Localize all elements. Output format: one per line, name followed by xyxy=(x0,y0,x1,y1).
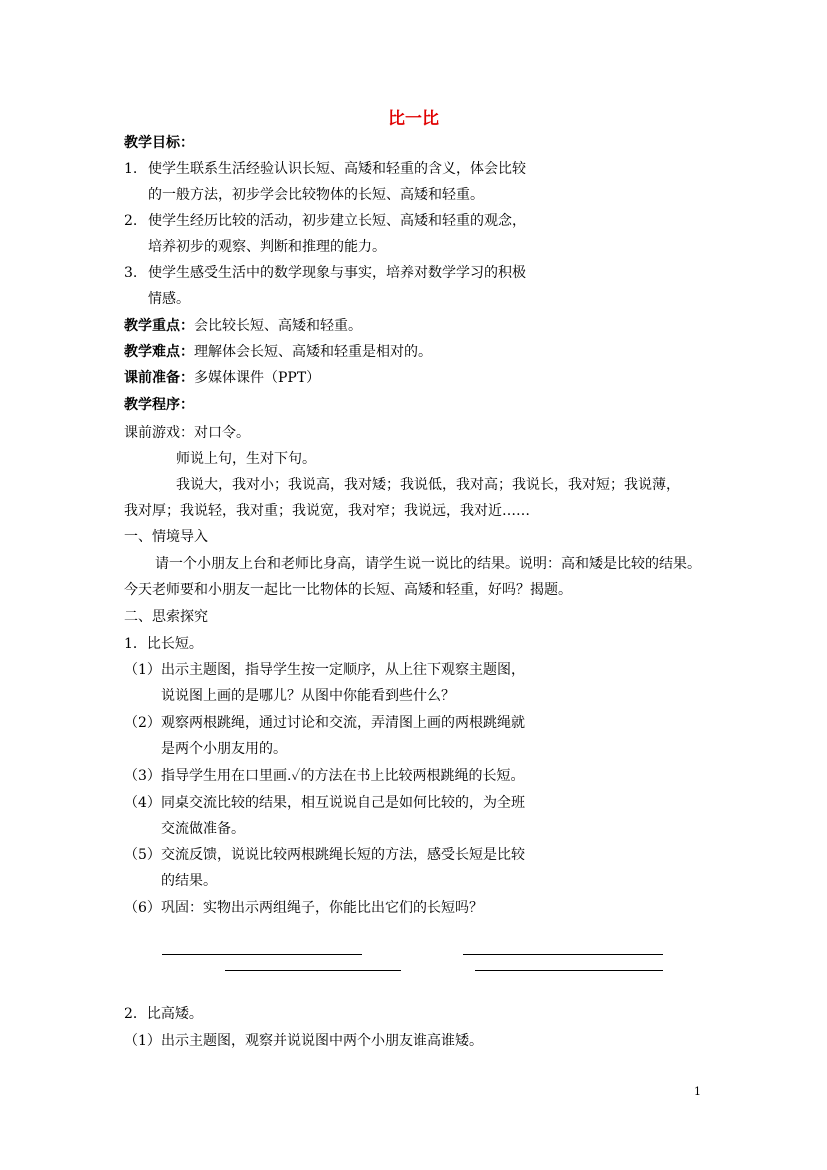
key-point-row xyxy=(124,317,362,335)
key-point-label: 教学重点： xyxy=(124,318,194,334)
rope-line-group1-bottom xyxy=(225,970,401,971)
step-text: 同桌交流比较的结果，相互说说自己是如何比较的，为全班 xyxy=(161,795,525,811)
preparation-label: 课前准备： xyxy=(124,370,194,386)
objective-text: 使学生联系生活经验认识长短、高矮和轻重的含义，体会比较 xyxy=(148,161,526,177)
section2-heading: 二、思索探究 xyxy=(124,609,208,625)
key-point-text: 会比较长短、高矮和轻重。 xyxy=(194,318,362,334)
section1-heading: 一、情境导入 xyxy=(124,529,208,545)
step-number: （5） xyxy=(124,847,161,863)
objective-text-cont: 情感。 xyxy=(148,291,190,307)
preparation-row xyxy=(124,369,320,387)
step-text: 指导学生用在口里画.✓的方法在书上比较两根跳绳的长短。 xyxy=(161,768,525,784)
rope-line-group2-top xyxy=(463,954,663,955)
step-text-cont: 是两个小朋友用的。 xyxy=(161,741,287,757)
objective-text-cont: 培养初步的观察、判断和推理的能力。 xyxy=(148,239,386,255)
step-text: 出示主题图，观察并说说图中两个小朋友谁高谁矮。 xyxy=(161,1033,483,1049)
step-number: （1） xyxy=(124,662,161,678)
objective-text: 使学生经历比较的活动，初步建立长短、高矮和轻重的观念， xyxy=(148,213,526,229)
document-title: 比一比 xyxy=(388,109,439,129)
step-text: 巩固：实物出示两组绳子，你能比出它们的长短吗？ xyxy=(161,900,483,916)
difficulty-label: 教学难点： xyxy=(124,344,194,360)
step-text-cont: 说说图上画的是哪儿？从图中你能看到些什么？ xyxy=(161,688,455,704)
rope-line-group2-bottom xyxy=(475,970,663,971)
step-number: （1） xyxy=(124,1033,161,1049)
step-number: （2） xyxy=(124,715,161,731)
preparation-text: 多媒体课件（PPT） xyxy=(194,370,321,386)
game-intro: 课前游戏：对口令。 xyxy=(124,425,250,441)
step-text-cont: 交流做准备。 xyxy=(161,821,245,837)
objective-text: 使学生感受生活中的数学现象与事实，培养对数学学习的积极 xyxy=(148,265,526,281)
section1-paragraph: 请一个小朋友上台和老师比身高，请学生说一说比的结果。说明：高和矮是比较的结果。 xyxy=(155,556,701,572)
objective-number: 2. xyxy=(124,213,138,229)
objective-number: 3. xyxy=(124,265,138,281)
game-rule: 师说上句，生对下句。 xyxy=(176,451,316,467)
step-number: （6） xyxy=(124,900,161,916)
difficulty-text: 理解体会长短、高矮和轻重是相对的。 xyxy=(194,344,432,360)
page-number: 1 xyxy=(694,1085,701,1098)
objectives-heading: 教学目标： xyxy=(124,135,194,151)
sub2-heading: 2．比高矮。 xyxy=(124,1006,203,1022)
step-number: （3） xyxy=(124,768,161,784)
step-number: （4） xyxy=(124,795,161,811)
rope-line-group1-top xyxy=(162,954,362,955)
step-text: 交流反馈，说说比较两根跳绳长短的方法，感受长短是比较 xyxy=(161,847,525,863)
procedure-heading: 教学程序： xyxy=(124,397,194,413)
objective-text-cont: 的一般方法，初步学会比较物体的长短、高矮和轻重。 xyxy=(148,187,484,203)
step-text-cont: 的结果。 xyxy=(161,873,217,889)
objective-number: 1. xyxy=(124,161,138,177)
game-example: 我说大，我对小；我说高，我对矮；我说低，我对高；我说长，我对短；我说薄， xyxy=(176,477,680,493)
game-example-cont: 我对厚；我说轻，我对重；我说宽，我对窄；我说远，我对近…… xyxy=(124,503,530,519)
section1-paragraph-cont: 今天老师要和小朋友一起比一比物体的长短、高矮和轻重，好吗？揭题。 xyxy=(124,582,572,598)
step-text: 观察两根跳绳，通过讨论和交流，弄清图上画的两根跳绳就 xyxy=(161,715,525,731)
step-text: 出示主题图，指导学生按一定顺序，从上往下观察主题图， xyxy=(161,662,525,678)
sub1-heading: 1．比长短。 xyxy=(124,636,203,652)
difficulty-row xyxy=(124,343,432,361)
